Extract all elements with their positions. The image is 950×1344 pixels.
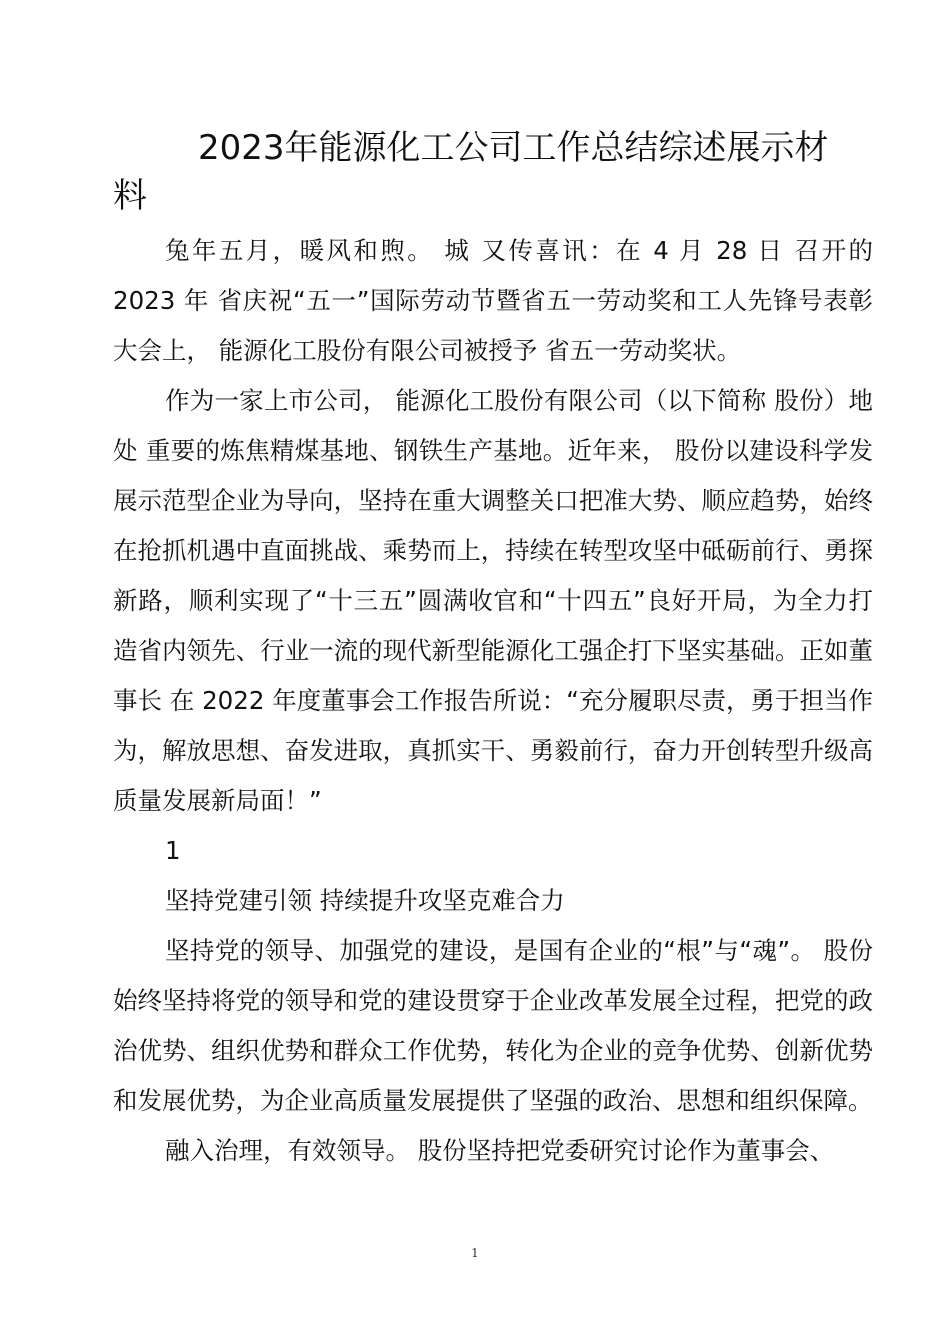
- document-title: 2023年能源化工公司工作总结综述展示材料: [113, 128, 829, 216]
- page-number: 1: [471, 1246, 479, 1260]
- paragraph-governance: 融入治理，有效领导。 股份坚持把党委研究讨论作为董事会、: [165, 1136, 835, 1165]
- section-heading: 坚持党建引领 持续提升攻坚克难合力: [165, 886, 565, 915]
- paragraph-party-leadership: 坚持党的领导、加强党的建设，是国有企业的“根”与“魂”。 股份始终坚持将党的领导和党的建设贯穿于企业改革发展全过程，把党的政治优势、组织优势和群众工作优势，转化为企业的竞争优势、创新优势和发展优势，为企业高质量发展提供了坚强的政治、思想和组织保障。: [113, 936, 873, 1115]
- section-number: 1: [165, 836, 181, 865]
- paragraph-intro: 兔年五月，暖风和煦。 城 又传喜讯：在 4 月 28 日 召开的 2023 年 省庆祝“五一”国际劳动节暨省五一劳动奖和工人先锋号表彰大会上， 能源化工股份有限公司被授予 省五一劳动奖状。: [113, 236, 873, 365]
- paragraph-company-overview: 作为一家上市公司， 能源化工股份有限公司（以下简称 股份）地处 重要的炼焦精煤基地、钢铁生产基地。近年来， 股份以建设科学发展示范型企业为导向，坚持在重大调整关口把准大势、顺应趋势，始终在抢抓机遇中直面挑战、乘势而上，持续在转型攻坚中砥砺前行、勇探新路，顺利实现了“十三五”圆满收官和“十四五”良好开局，为全力打造省内领先、行业一流的现代新型能源化工强企打下坚实基础。正如董事长 在 2022 年度董事会工作报告所说：“充分履职尽责，勇于担当作为，解放思想、奋发进取，真抓实干、勇毅前行，奋力开创转型升级高质量发展新局面！”: [113, 386, 873, 815]
- document-body: [113, 226, 873, 1176]
